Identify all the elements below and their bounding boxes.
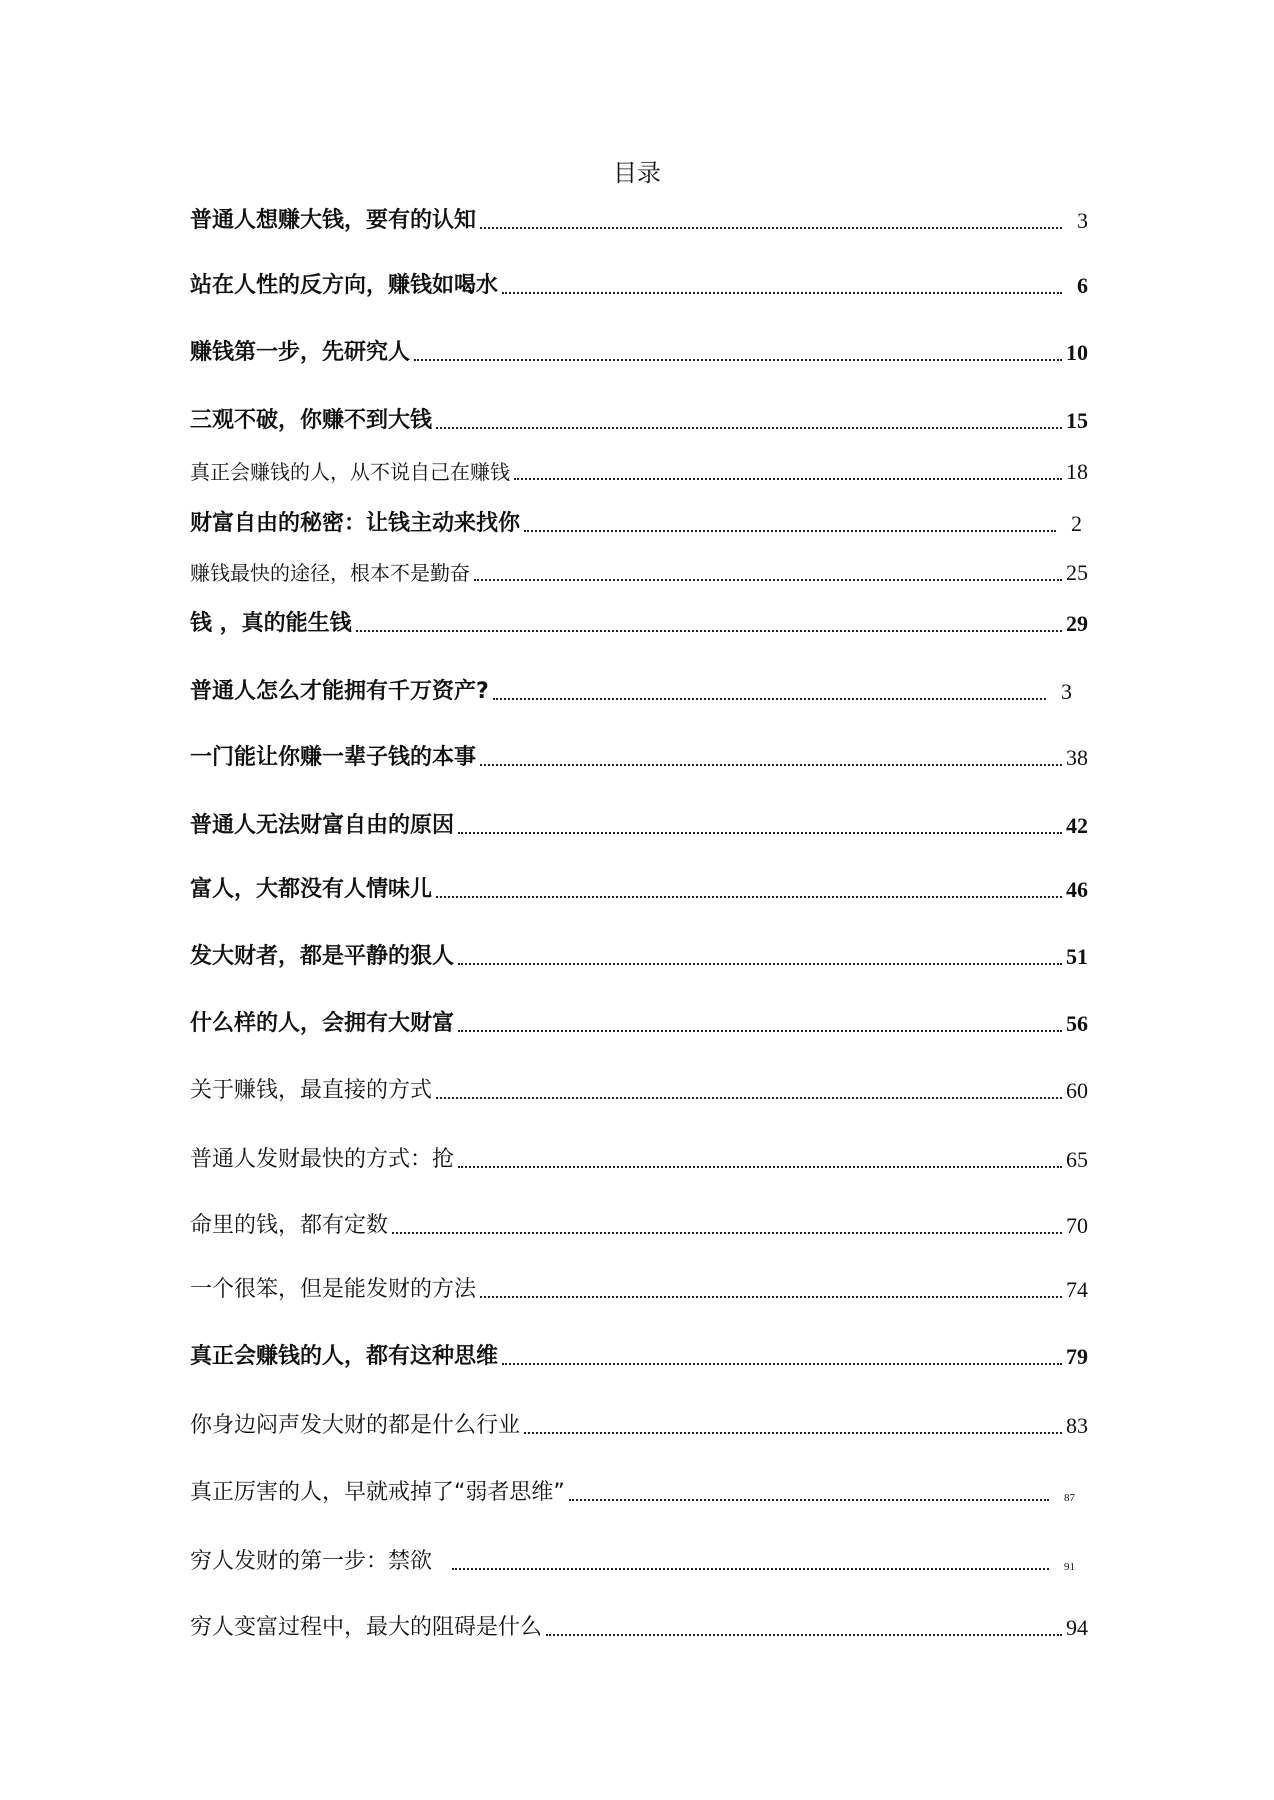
toc-entry-page: 15 — [1066, 408, 1088, 433]
toc-entry-page: 74 — [1066, 1277, 1088, 1302]
toc-entry-title: 财富自由的秘密：让钱主动来找你 — [190, 511, 521, 536]
toc-entry-title: 真正会赚钱的人，都有这种思维 — [190, 1344, 499, 1369]
dot-leader — [458, 1166, 1062, 1168]
toc-entry[interactable] — [190, 874, 1088, 906]
dot-leader — [458, 1030, 1062, 1032]
toc-entry[interactable] — [190, 405, 1088, 437]
toc-entry-page: 42 — [1066, 813, 1088, 838]
toc-entry-title: 普通人想赚大钱，要有的认知 — [190, 208, 477, 233]
toc-entry-page: 2 — [1071, 511, 1082, 536]
toc-entry-page: 70 — [1066, 1213, 1088, 1238]
toc-entry-page: 79 — [1066, 1344, 1088, 1369]
dot-leader — [452, 1568, 1049, 1570]
dot-leader — [480, 764, 1062, 766]
toc-entry-page: 25 — [1066, 560, 1088, 585]
toc-entry-page: 94 — [1066, 1615, 1088, 1640]
dot-leader — [569, 1499, 1049, 1501]
toc-entry[interactable] — [190, 1546, 1075, 1578]
toc-entry[interactable] — [190, 557, 1088, 589]
toc-entry-title: 赚钱第一步，先研究人 — [190, 340, 411, 365]
toc-entry[interactable] — [190, 1144, 1088, 1176]
toc-entry-title: 穷人发财的第一步：禁欲 — [190, 1549, 433, 1574]
dot-leader — [546, 1634, 1062, 1636]
toc-entry-title: 普通人怎么才能拥有千万资产? — [190, 679, 489, 704]
dot-leader — [502, 1363, 1062, 1365]
toc-entry[interactable] — [190, 810, 1088, 842]
dot-leader — [524, 530, 1056, 532]
toc-list — [190, 0, 1090, 1800]
toc-entry[interactable] — [190, 508, 1082, 540]
toc-entry-title: 命里的钱，都有定数 — [190, 1213, 389, 1238]
toc-entry-page: 10 — [1066, 340, 1088, 365]
toc-entry-page: 87 — [1064, 1492, 1075, 1504]
dot-leader — [480, 227, 1062, 229]
toc-entry[interactable] — [190, 1341, 1088, 1373]
toc-entry-title: 真正会赚钱的人，从不说自己在赚钱 — [190, 460, 510, 484]
toc-entry-title: 普通人无法财富自由的原因 — [190, 813, 455, 838]
toc-entry[interactable] — [190, 1210, 1088, 1242]
toc-entry-page: 3 — [1077, 208, 1088, 233]
toc-entry[interactable] — [190, 1477, 1075, 1509]
toc-entry-title: 赚钱最快的途径，根本不是勤奋 — [190, 561, 470, 585]
toc-entry-page: 38 — [1066, 745, 1088, 770]
toc-entry[interactable] — [190, 1410, 1088, 1442]
toc-entry[interactable] — [190, 742, 1088, 774]
dot-leader — [458, 832, 1062, 834]
dot-leader — [392, 1232, 1062, 1234]
toc-entry[interactable] — [190, 1612, 1088, 1644]
toc-entry[interactable] — [190, 941, 1088, 973]
toc-entry-title: 普通人发财最快的方式：抢 — [190, 1147, 455, 1172]
toc-entry[interactable] — [190, 608, 1088, 640]
dot-leader — [436, 427, 1062, 429]
toc-entry[interactable] — [190, 337, 1088, 369]
toc-entry[interactable] — [190, 1274, 1088, 1306]
dot-leader — [514, 478, 1062, 480]
toc-entry[interactable] — [190, 205, 1088, 237]
toc-entry-title: 一个很笨，但是能发财的方法 — [190, 1277, 477, 1302]
toc-entry-page: 29 — [1066, 611, 1088, 636]
toc-entry-page: 56 — [1066, 1011, 1088, 1036]
toc-entry-title: 站在人性的反方向，赚钱如喝水 — [190, 273, 499, 298]
toc-entry-title: 钱 ，真的能生钱 — [190, 611, 352, 636]
dot-leader — [458, 963, 1062, 965]
toc-entry[interactable] — [190, 270, 1088, 302]
dot-leader — [502, 292, 1062, 294]
toc-entry-page: 60 — [1066, 1078, 1088, 1103]
toc-entry-title: 一门能让你赚一辈子钱的本事 — [190, 745, 477, 770]
toc-entry-page: 18 — [1066, 459, 1088, 484]
toc-entry-page: 3 — [1061, 679, 1072, 704]
dot-leader — [356, 630, 1062, 632]
toc-entry-page: 51 — [1066, 944, 1088, 969]
toc-entry-page: 91 — [1064, 1561, 1075, 1573]
dot-leader — [480, 1296, 1062, 1298]
toc-entry-page: 65 — [1066, 1147, 1088, 1172]
dot-leader — [414, 359, 1062, 361]
dot-leader — [493, 698, 1046, 700]
toc-entry-page: 46 — [1066, 877, 1088, 902]
toc-entry-title: 发大财者，都是平静的狠人 — [190, 944, 455, 969]
toc-entry-title: 三观不破，你赚不到大钱 — [190, 408, 433, 433]
toc-entry[interactable] — [190, 456, 1088, 488]
toc-entry[interactable] — [190, 1075, 1088, 1107]
toc-entry-page: 6 — [1077, 273, 1088, 298]
toc-entry-title: 真正厉害的人，早就戒掉了“弱者思维” — [190, 1480, 565, 1505]
toc-entry-title: 什么样的人，会拥有大财富 — [190, 1011, 455, 1036]
toc-entry-page: 83 — [1066, 1413, 1088, 1438]
toc-entry[interactable] — [190, 676, 1072, 708]
dot-leader — [524, 1432, 1062, 1434]
toc-entry-title: 穷人变富过程中，最大的阻碍是什么 — [190, 1615, 543, 1640]
toc-entry-title: 关于赚钱，最直接的方式 — [190, 1078, 433, 1103]
dot-leader — [436, 896, 1062, 898]
toc-entry[interactable] — [190, 1008, 1088, 1040]
toc-entry-title: 富人，大都没有人情味儿 — [190, 877, 433, 902]
dot-leader — [436, 1097, 1062, 1099]
dot-leader — [474, 579, 1062, 581]
toc-title: 目录 — [613, 159, 661, 187]
toc-entry-title: 你身边闷声发大财的都是什么行业 — [190, 1413, 521, 1438]
